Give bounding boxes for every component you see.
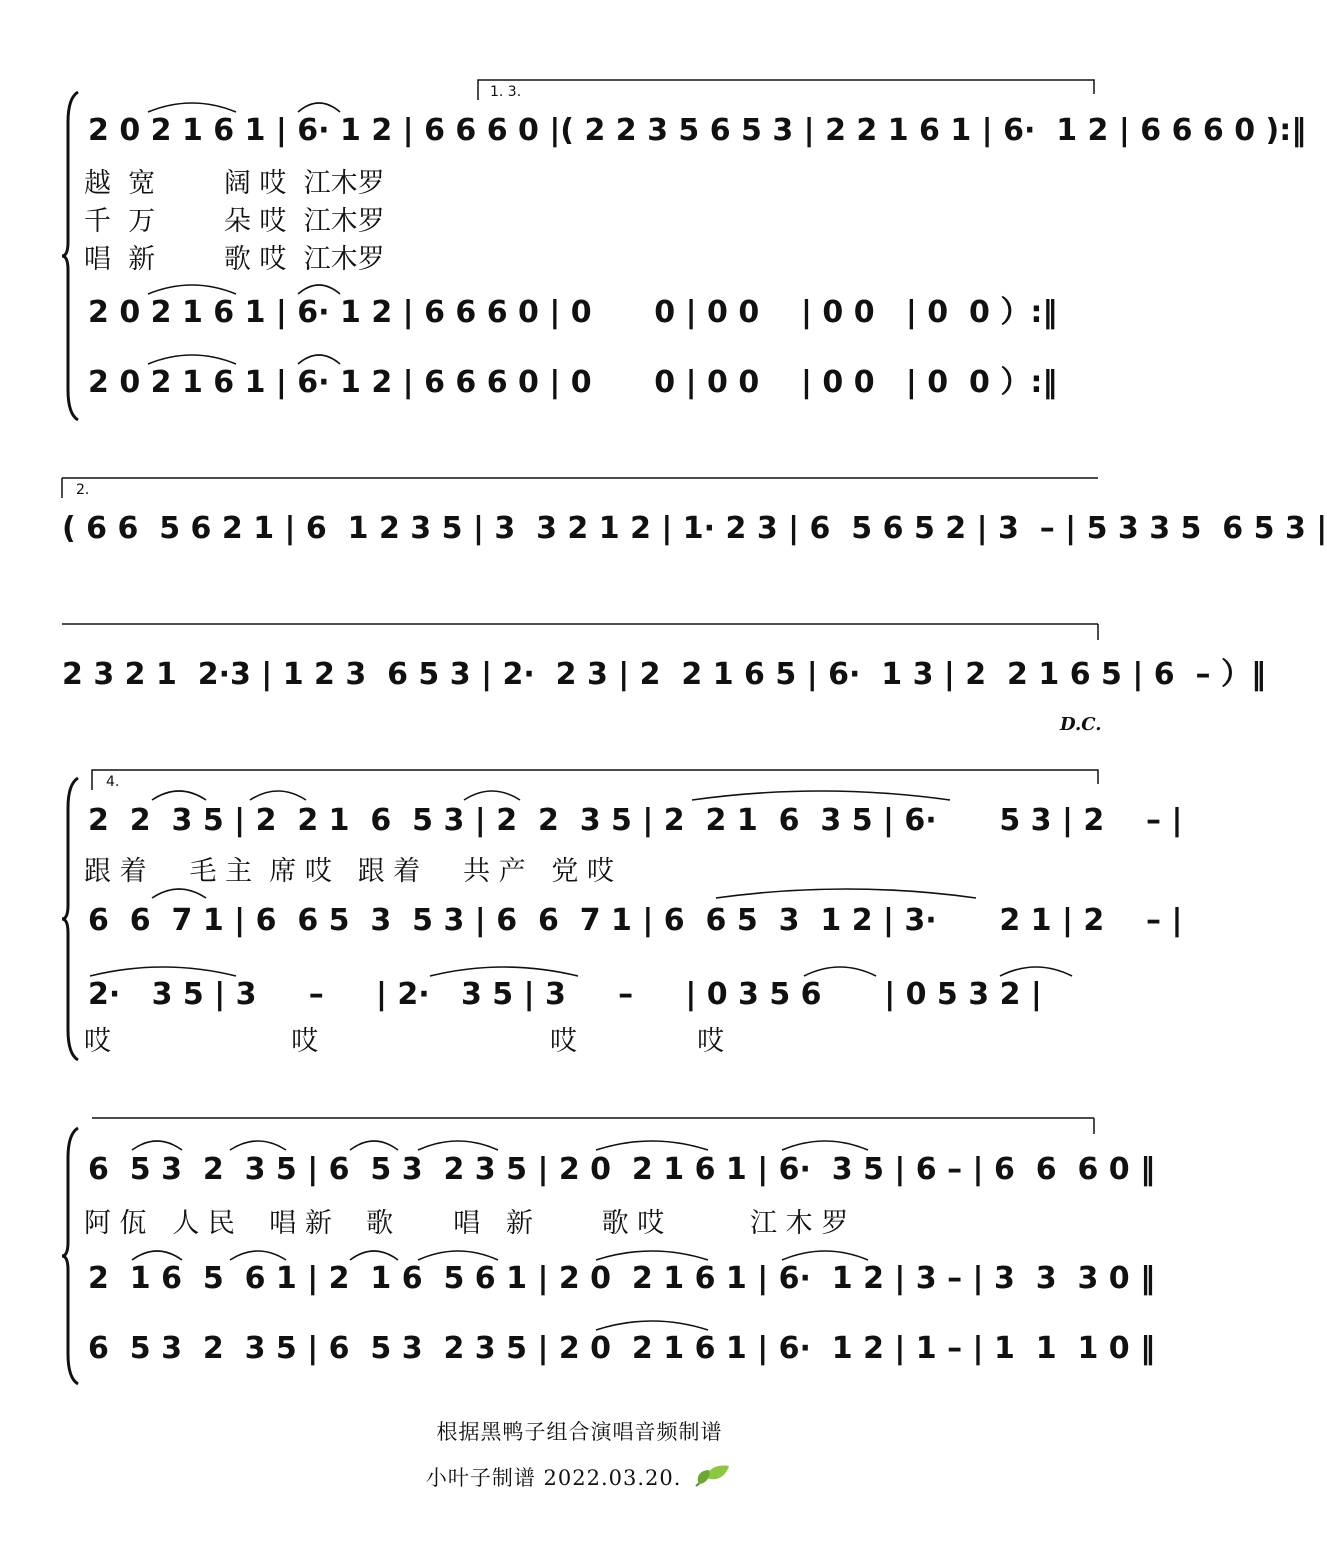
lyric-line-5: 阿 佤 人 民 唱 新 歌 唱 新 歌 哎 江 木 罗: [84, 1208, 849, 1239]
tie-4d: [692, 791, 950, 800]
tie-1a: [148, 103, 236, 112]
tie-4b: [250, 791, 306, 800]
tie-4g: [90, 967, 236, 976]
melody-line-5: 6 5 3 2 3 5 | 6 5 3 2 3 5 | 2 0 2 1 6 1 | 6· 3 5 | 6 – | 6 6 6 0 ‖: [88, 1152, 1156, 1187]
footer-source: 根据黑鸭子组合演唱音频制谱: [436, 1420, 723, 1444]
lyric-line-4: 跟 着 毛 主 席 哎 跟 着 共 产 党 哎: [84, 856, 614, 887]
tie-5a: [132, 1141, 182, 1150]
tie-4j: [1000, 967, 1072, 976]
lyric-bass-4: 哎 哎 哎 哎: [84, 1026, 725, 1057]
harmony-line-5: 2 1 6 5 6 1 | 2 1 6 5 6 1 | 2 0 2 1 6 1 | 6· 1 2 | 3 – | 3 3 3 0 ‖: [88, 1261, 1156, 1296]
tie-5b: [230, 1141, 286, 1150]
interlude-line-1: ( 6 6 5 6 2 1 | 6 1 2 3 5 | 3 3 2 1 2 | 1· 2 3 | 6 5 6 5 2 | 3 – | 5 3 3 5 6 5 3 |: [62, 511, 1327, 546]
harmony-line-1: 2 0 2 1 6 1 | 6· 1 2 | 6 6 6 0 | 0 0 | 0 0 | 0 0 | 0 0 ）:‖: [88, 295, 1058, 330]
footer-credit-text: 小叶子制谱 2022.03.20.: [425, 1466, 682, 1490]
tie-1c: [148, 285, 236, 294]
leaf-icon: [693, 1464, 733, 1495]
tie-1f: [298, 355, 340, 364]
tie-4i: [804, 967, 876, 976]
volta-bracket-1: [478, 80, 1094, 100]
dc-marking: D.C.: [1060, 714, 1102, 735]
lyric-verse-3: 唱 新 歌 哎 江木罗: [84, 244, 385, 275]
tie-1b: [298, 103, 340, 112]
melody-line-1: 2 0 2 1 6 1 | 6· 1 2 | 6 6 6 0 |( 2 2 3 5 6 5 3 | 2 2 1 6 1 | 6· 1 2 | 6 6 6 0 ):‖: [88, 113, 1307, 148]
system-brace-4: [62, 778, 78, 1060]
volta-bracket-4: [92, 770, 1098, 790]
footer-credit: [0, 1462, 1159, 1495]
tie-5h: [230, 1251, 286, 1260]
tie-5f: [782, 1141, 868, 1150]
tie-5e: [596, 1141, 708, 1150]
lyric-verse-2: 千 万 朵 哎 江木罗: [84, 206, 385, 237]
tie-1d: [298, 285, 340, 294]
bass-line-5: 6 5 3 2 3 5 | 6 5 3 2 3 5 | 2 0 2 1 6 1 | 6· 1 2 | 1 – | 1 1 1 0 ‖: [88, 1331, 1156, 1366]
tie-5d: [418, 1141, 498, 1150]
interlude-line-2: 2 3 2 1 2·3 | 1 2 3 6 5 3 | 2· 2 3 | 2 2 1 6 5 | 6· 1 3 | 2 2 1 6 5 | 6 – ）‖: [62, 657, 1266, 692]
tie-5m: [596, 1321, 708, 1330]
ending-label-1: 1. 3.: [490, 84, 522, 100]
tie-5j: [418, 1251, 498, 1260]
ending-label-4: 4.: [106, 774, 120, 790]
tie-4a: [152, 791, 206, 800]
tie-1e: [148, 355, 236, 364]
lyric-verse-1: 越 宽 阔 哎 江木罗: [84, 168, 385, 199]
bass-line-4: 2· 3 5 | 3 – | 2· 3 5 | 3 – | 0 3 5 6 | 0 5 3 2 |: [88, 977, 1042, 1012]
tie-4f: [716, 889, 976, 898]
tie-4h: [430, 967, 578, 976]
tie-5k: [596, 1251, 708, 1260]
tie-5i: [350, 1251, 398, 1260]
tie-5g: [132, 1251, 182, 1260]
tie-4e: [152, 889, 206, 898]
tie-4c: [464, 791, 520, 800]
ending-label-2: 2.: [76, 482, 90, 498]
bass-line-1: 2 0 2 1 6 1 | 6· 1 2 | 6 6 6 0 | 0 0 | 0 0 | 0 0 | 0 0 ）:‖: [88, 365, 1058, 400]
system-brace-1: [62, 92, 78, 420]
harmony-line-4: 6 6 7 1 | 6 6 5 3 5 3 | 6 6 7 1 | 6 6 5 3 1 2 | 3· 2 1 | 2 – |: [88, 903, 1183, 938]
tie-5c: [350, 1141, 398, 1150]
tie-5l: [782, 1251, 868, 1260]
melody-line-4: 2 2 3 5 | 2 2 1 6 5 3 | 2 2 3 5 | 2 2 1 6 3 5 | 6· 5 3 | 2 – |: [88, 803, 1183, 838]
system-brace-5: [62, 1128, 78, 1384]
